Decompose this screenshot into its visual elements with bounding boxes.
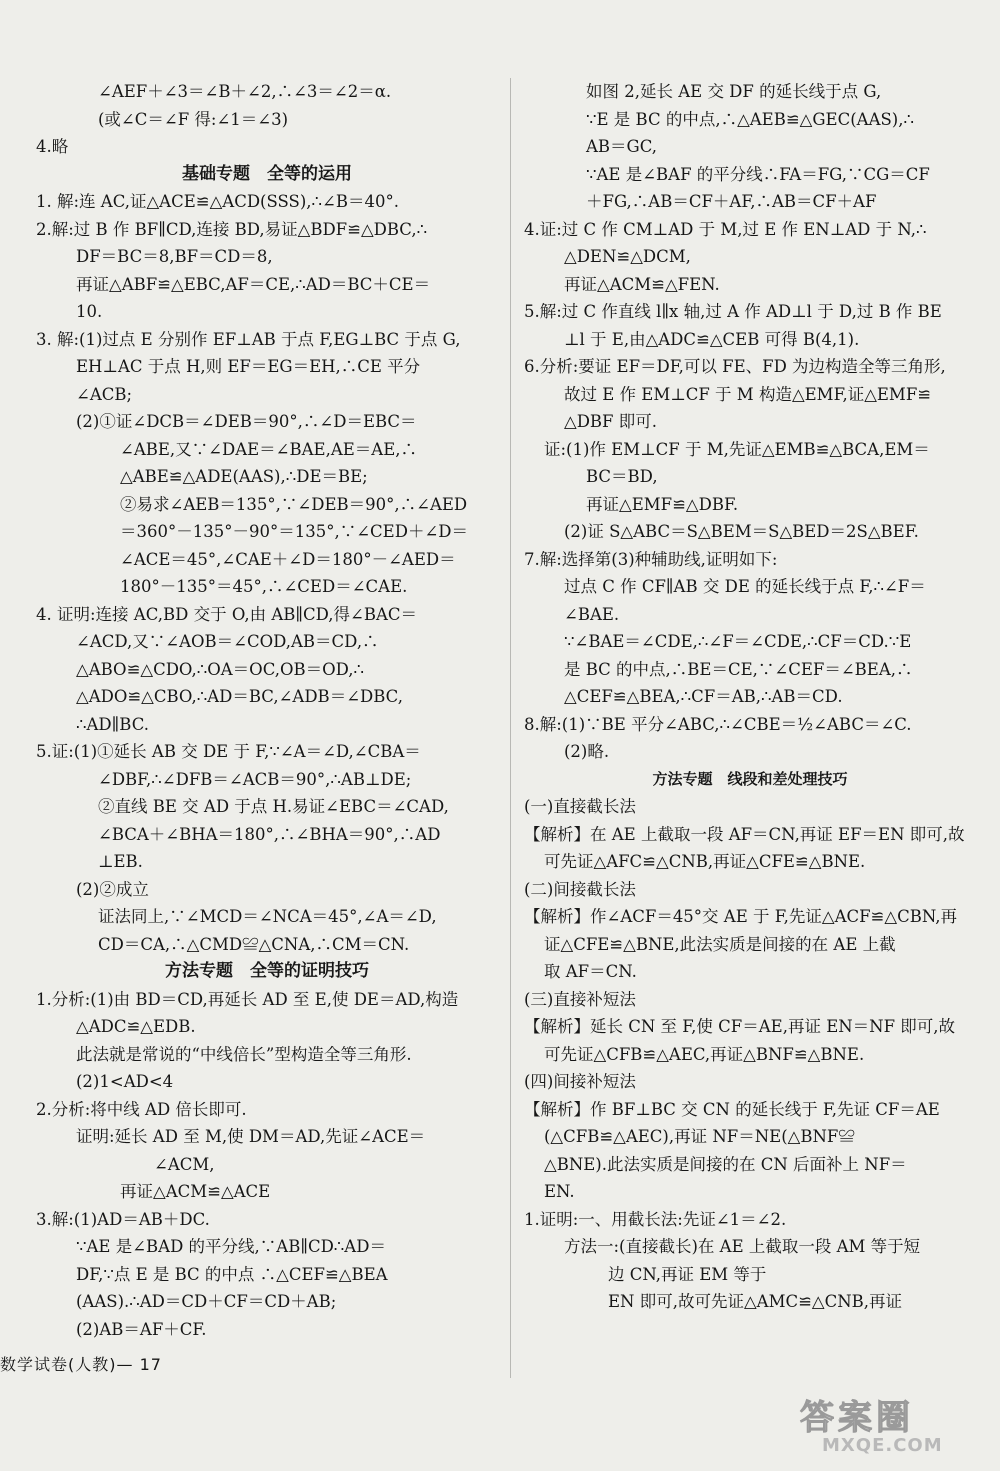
text-line: △ADO≌△CBO,∴AD＝BC,∠ADB＝∠DBC, bbox=[76, 687, 403, 706]
text-line: (二)间接截长法 bbox=[524, 879, 636, 899]
text-line: ∵∠BAE＝∠CDE,∴∠F＝∠CDE,∴CF＝CD.∵E bbox=[564, 632, 912, 651]
text-line: 1.证明:一、用截长法:先证∠1＝∠2. bbox=[524, 1209, 787, 1229]
text-line: (2)②成立 bbox=[76, 879, 149, 899]
text-line: (2)1<AD<4 bbox=[76, 1072, 174, 1091]
text-line: 可先证△CFB≌△AEC,再证△BNF≌△BNE. bbox=[544, 1044, 865, 1064]
text-line: ⊥l 于 E,由△ADC≌△CEB 可得 B(4,1). bbox=[564, 329, 860, 349]
text-line: 1. 解:连 AC,证△ACE≌△ACD(SSS),∴∠B＝40°. bbox=[36, 192, 399, 211]
text-line: △DBF 即可. bbox=[564, 412, 657, 431]
section-heading: 基础专题 全等的运用 bbox=[182, 163, 352, 184]
text-line: ∠BCA＋∠BHA＝180°,∴∠BHA＝90°,∴AD bbox=[98, 824, 441, 844]
text-line: △BNE).此法实质是间接的在 CN 后面补上 NF＝ bbox=[544, 1154, 907, 1174]
text-line: 过点 C 作 CF∥AB 交 DE 的延长线于点 F,∴∠F＝ bbox=[564, 577, 926, 596]
text-line: 7.解:选择第(3)种辅助线,证明如下: bbox=[524, 549, 778, 569]
text-line: 证法同上,∵∠MCD＝∠NCA＝45°,∠A＝∠D, bbox=[98, 907, 437, 926]
text-line: 2.分析:将中线 AD 倍长即可. bbox=[36, 1099, 247, 1119]
text-line: 再证△ABF≌△EBC,AF＝CE,∴AD＝BC＋CE＝ bbox=[76, 274, 431, 294]
text-line: 4.证:过 C 作 CM⊥AD 于 M,过 E 作 EN⊥AD 于 N,∴ bbox=[524, 219, 927, 239]
text-line: 【解析】延长 CN 至 F,使 CF＝AE,再证 EN＝NF 即可,故 bbox=[524, 1017, 956, 1036]
text-line: 4.略 bbox=[36, 137, 69, 156]
text-line: △ADC≌△EDB. bbox=[76, 1017, 196, 1036]
text-line: 3. 解:(1)过点 E 分别作 EF⊥AB 于点 F,EG⊥BC 于点 G, bbox=[36, 329, 461, 349]
text-line: EH⊥AC 于点 H,则 EF＝EG＝EH,∴CE 平分 bbox=[76, 357, 421, 376]
text-line: DF,∵点 E 是 BC 的中点 ∴△CEF≌△BEA bbox=[76, 1264, 388, 1284]
text-line: 边 CN,再证 EM 等于 bbox=[608, 1264, 767, 1284]
text-line: (四)间接补短法 bbox=[524, 1072, 636, 1091]
text-line: (2)①证∠DCB＝∠DEB＝90°,∴∠D＝EBC＝ bbox=[76, 412, 417, 431]
text-line: ⊥EB. bbox=[98, 852, 143, 871]
text-line: 再证△ACM≌△ACE bbox=[120, 1182, 271, 1201]
text-line: EN 即可,故可先证△AMC≌△CNB,再证 bbox=[608, 1292, 903, 1311]
text-line: 【解析】在 AE 上截取一段 AF＝CN,再证 EF＝EN 即可,故 bbox=[524, 824, 965, 844]
text-line: ∠DBF,∴∠DFB＝∠ACB＝90°,∴AB⊥DE; bbox=[98, 769, 412, 789]
text-line: 证明:延长 AD 至 M,使 DM＝AD,先证∠ACE＝ bbox=[76, 1127, 426, 1146]
text-line: ∴AD∥BC. bbox=[76, 714, 149, 734]
text-line: BC＝BD, bbox=[586, 467, 658, 486]
text-line: (△CFB≌△AEC),再证 NF＝NE(△BNF≌ bbox=[544, 1127, 855, 1146]
text-line: ②直线 BE 交 AD 于点 H.易证∠EBC＝∠CAD, bbox=[98, 797, 449, 816]
text-line: 取 AF＝CN. bbox=[544, 962, 637, 981]
section-heading: 方法专题 全等的证明技巧 bbox=[165, 961, 369, 981]
text-line: △ABE≌△ADE(AAS),∴DE＝BE; bbox=[120, 467, 368, 486]
text-line: (AAS).∴AD＝CD＋CF＝CD＋AB; bbox=[76, 1292, 337, 1311]
text-line: △DEN≌△DCM, bbox=[564, 247, 691, 266]
text-line: 5.解:过 C 作直线 l∥x 轴,过 A 作 AD⊥l 于 D,过 B 作 BE bbox=[524, 302, 942, 321]
text-line: 4. 证明:连接 AC,BD 交于 O,由 AB∥CD,得∠BAC＝ bbox=[36, 604, 418, 624]
text-line: (一)直接截长法 bbox=[524, 797, 636, 816]
page-footer: 数学试卷(人教)— 17 bbox=[0, 1355, 162, 1374]
text-line: ∠ACE＝45°,∠CAE＋∠D＝180°－∠AED＝ bbox=[120, 549, 456, 569]
watermark-logo bbox=[800, 1390, 990, 1468]
text-line: 此法就是常说的“中线倍长”型构造全等三角形. bbox=[76, 1044, 412, 1064]
text-line: 180°－135°＝45°,∴∠CED＝∠CAE. bbox=[120, 577, 408, 596]
text-line: 【解析】作∠ACF＝45°交 AE 于 F,先证△ACF≌△CBN,再 bbox=[524, 907, 957, 926]
text-line: 故过 E 作 EM⊥CF 于 M 构造△EMF,证△EMF≌ bbox=[564, 384, 932, 404]
text-line: ∵E 是 BC 的中点,∴△AEB≌△GEC(AAS),∴ bbox=[586, 109, 914, 129]
text-line: ∠BAE. bbox=[564, 604, 620, 624]
text-line: 1.分析:(1)由 BD＝CD,再延长 AD 至 E,使 DE＝AD,构造 bbox=[36, 989, 459, 1009]
text-line: ∠ACB; bbox=[76, 384, 133, 404]
text-line: 证△CFE≌△BNE,此法实质是间接的在 AE 上截 bbox=[544, 934, 896, 954]
text-line: ∠AEF＋∠3＝∠B＋∠2,∴∠3＝∠2＝α. bbox=[98, 82, 392, 101]
left-column bbox=[36, 78, 498, 1343]
text-line: (2)证 S△ABC＝S△BEM＝S△BED＝2S△BEF. bbox=[564, 522, 919, 541]
text-line: 证:(1)作 EM⊥CF 于 M,先证△EMB≌△BCA,EM＝ bbox=[544, 439, 930, 459]
text-line: 方法一:(直接截长)在 AE 上截取一段 AM 等于短 bbox=[564, 1237, 921, 1256]
text-line: 3.解:(1)AD＝AB＋DC. bbox=[36, 1209, 210, 1229]
text-line: (三)直接补短法 bbox=[524, 989, 636, 1009]
section-heading: 方法专题 线段和差处理技巧 bbox=[652, 769, 848, 788]
text-line: CD＝CA,∴△CMD≌△CNA,∴CM＝CN. bbox=[98, 934, 410, 954]
text-line: ∠ACD,又∵∠AOB＝∠COD,AB＝CD,∴ bbox=[76, 632, 379, 651]
text-line: EN. bbox=[544, 1182, 575, 1201]
text-line: 可先证△AFC≌△CNB,再证△CFE≌△BNE. bbox=[544, 852, 866, 871]
text-line: △ABO≌△CDO,∴OA＝OC,OB＝OD,∴ bbox=[76, 659, 365, 679]
text-line: 【解析】作 BF⊥BC 交 CN 的延长线于 F,先证 CF＝AE bbox=[524, 1099, 940, 1119]
text-line: ∠ABE,又∵∠DAE＝∠BAE,AE＝AE,∴ bbox=[120, 439, 417, 459]
text-line: AB＝GC, bbox=[586, 137, 658, 156]
text-line: ∵AE 是∠BAD 的平分线,∵AB∥CD∴AD＝ bbox=[76, 1237, 386, 1256]
text-line: △CEF≌△BEA,∴CF＝AB,∴AB＝CD. bbox=[564, 687, 843, 706]
text-line: (或∠C＝∠F 得:∠1＝∠3) bbox=[98, 109, 289, 129]
text-line: DF＝BC＝8,BF＝CD＝8, bbox=[76, 247, 273, 266]
text-line: 是 BC 的中点,∴BE＝CE,∵∠CEF＝∠BEA,∴ bbox=[564, 659, 913, 679]
right-column bbox=[524, 78, 976, 1316]
text-line: 再证△EMF≌△DBF. bbox=[586, 494, 739, 514]
text-line: ∠ACM, bbox=[154, 1154, 215, 1174]
text-line: 6.分析:要证 EF＝DF,可以 FE、FD 为边构造全等三角形, bbox=[524, 357, 946, 376]
text-line: (2)AB＝AF＋CF. bbox=[76, 1319, 207, 1339]
text-line: 再证△ACM≌△FEN. bbox=[564, 274, 720, 294]
column-divider bbox=[510, 78, 511, 1378]
text-line: ＋FG,∴AB＝CF＋AF,∴AB＝CF＋AF bbox=[586, 192, 877, 211]
text-line: 5.证:(1)①延长 AB 交 DE 于 F,∵∠A＝∠D,∠CBA＝ bbox=[36, 742, 421, 761]
watermark-sub: MXQE.COM bbox=[822, 1435, 943, 1456]
text-line: ②易求∠AEB＝135°,∵∠DEB＝90°,∴∠AED bbox=[120, 494, 468, 514]
text-line: ＝360°－135°－90°＝135°,∵∠CED＋∠D＝ bbox=[120, 522, 468, 541]
text-line: 如图 2,延长 AE 交 DF 的延长线于点 G, bbox=[586, 82, 882, 101]
text-line: ∵AE 是∠BAF 的平分线∴FA＝FG,∵CG＝CF bbox=[586, 164, 930, 184]
text-line: (2)略. bbox=[564, 742, 610, 761]
text-line: 10. bbox=[76, 302, 103, 321]
text-line: 2.解:过 B 作 BF∥CD,连接 BD,易证△BDF≌△DBC,∴ bbox=[36, 219, 428, 239]
watermark-main: 答案圈 bbox=[800, 1398, 914, 1438]
text-line: 8.解:(1)∵BE 平分∠ABC,∴∠CBE＝½∠ABC＝∠C. bbox=[524, 714, 912, 734]
